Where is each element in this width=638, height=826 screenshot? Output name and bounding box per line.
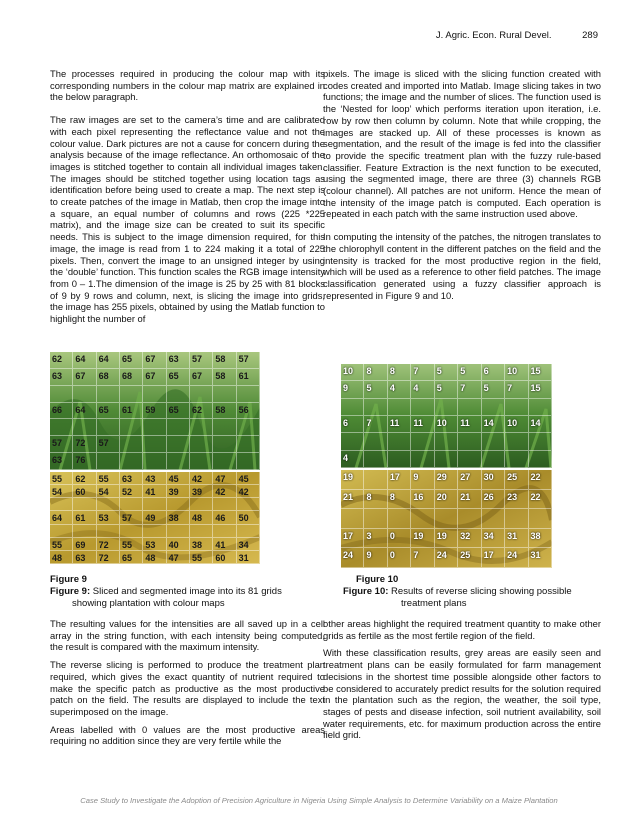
grid-cell-value: [364, 451, 387, 468]
grid-cell-value: [213, 498, 236, 511]
grid-cell-value: 23: [505, 490, 528, 510]
grid-cell-value: [167, 419, 190, 436]
grid-cell-value: 46: [213, 511, 236, 524]
grid-cell-value: 48: [50, 551, 73, 564]
grid-cell-value: 59: [143, 403, 166, 420]
grid-cell-value: 61: [73, 511, 96, 524]
grid-cell-value: 65: [167, 403, 190, 420]
grid-cell-value: 22: [529, 490, 552, 510]
paragraph: pixels. The image is sliced with the slicing function created with codes created and imported into Matlab. Image slicing takes in two functions; the image and the number of slices. The function used is the ‘Nested for loop’ which performs iteration upon iteration, i.e. row by row then column by column. Note that while cropping, the images are stacked up. All of these processes is known as segmentation, and the result of the image is fed into the classifier to provide the specific treatment plan with the fuzzy rule-based classifier. Feature Extraction is the next function to be executed, using the segmented image, there are three (3) channels RGB (colour channel). All patches are not uniform. Hence the mean of the intensity of the image patch is computed. Each operation is repeated in each patch with the same instruction used above.: [323, 68, 601, 220]
grid-cell-value: [120, 386, 143, 403]
grid-cell-value: [411, 399, 434, 416]
grid-cell-value: 55: [120, 538, 143, 551]
grid-cell-value: 64: [50, 511, 73, 524]
grid-cell-value: [529, 451, 552, 468]
grid-cell-value: [120, 419, 143, 436]
grid-cell-value: [97, 525, 120, 538]
caption-text: Sliced and segmented image into its 81 grids: [92, 586, 282, 597]
grid-cell-value: 63: [167, 352, 190, 369]
grid-cell-value: 0: [388, 529, 411, 549]
caption-text: Results of reverse slicing showing possible: [391, 586, 572, 597]
grid-cell-value: [388, 399, 411, 416]
page-number: 289: [582, 30, 598, 41]
grid-cell-value: 65: [97, 403, 120, 420]
grid-cell-value: 67: [143, 369, 166, 386]
grid-cell-value: 21: [341, 490, 364, 510]
grid-cell-value: [529, 433, 552, 450]
grid-cell-value: [364, 433, 387, 450]
grid-cell-value: 11: [411, 416, 434, 433]
paragraph: With these classification results, grey areas are easily seen and treatment plans can be easily formulated for farm management decisions in the shortest time possible alongside other factors to be considered to accurately predict results for the solution required in the plantation such as the region, the weather, the soil type, stages of pests and disease infection, soil nutrient availability, soil water requirements, etc. for maximum production across the entire field grid.: [323, 647, 601, 741]
grid-cell-value: 72: [97, 538, 120, 551]
grid-cell-value: 11: [458, 416, 481, 433]
grid-cell-value: 64: [97, 352, 120, 369]
paragraph: The raw images are set to the camera’s time and are calibrated with each pixel representing the reflectance value and not the colour value. Dark pictures are not a cause for concern during the analysis because of the image reflectance. An orthomosaic of the images is stitched together to contain all individual images taken. The images should be stitched together using location tags as identification before being used to create a map. The next step is to create patches of the image in Matlab, then crop the image into a square, an equal number of columns and rows (225 *225 matrix), and the image size can be created to suit its specific needs. This is subject to the image dimension required, for this image, the image is read from 1 to 224 making it a total of 225 pixels. Then, convert the image to an unsigned integer by using the ‘double’ function. This function scales the RGB image intensity from 0 – 1.The dimension of the image is 25 by 25 with 81 blocks of 9 by 9 rows and column, next, is slicing the image into grids, the image has 255 pixels, obtained by using the Matlab function to highlight the number of: [50, 114, 325, 325]
grid-cell-value: [97, 386, 120, 403]
grid-cell-value: [388, 509, 411, 529]
paragraph: The processes required in producing the colour map with its corresponding numbers in the colour map matrix are explained in the below paragraph.: [50, 68, 325, 103]
grid-cell-value: 39: [167, 485, 190, 498]
grid-cell-value: [458, 433, 481, 450]
grid-cell-value: 5: [435, 381, 458, 398]
grid-cell-value: [97, 498, 120, 511]
running-header: [436, 30, 598, 41]
grid-cell-value: 24: [341, 548, 364, 568]
grid-cell-value: 64: [73, 403, 96, 420]
figure-10-image: [341, 364, 552, 568]
grid-cell-value: 8: [388, 490, 411, 510]
grid-cell-value: 5: [364, 381, 387, 398]
grid-cell-value: 34: [237, 538, 260, 551]
right-column-top: [323, 68, 601, 312]
grid-cell-value: 48: [190, 511, 213, 524]
grid-cell-value: 26: [482, 490, 505, 510]
left-column-top: [50, 68, 325, 336]
grid-cell-value: 3: [364, 529, 387, 549]
grid-cell-value: [237, 436, 260, 453]
grid-cell-value: [167, 498, 190, 511]
grid-cell-value: 54: [97, 485, 120, 498]
grid-cell-value: 65: [167, 369, 190, 386]
grid-cell-value: 55: [190, 551, 213, 564]
grid-cell-value: [482, 399, 505, 416]
grid-cell-value: [529, 399, 552, 416]
grid-cell-value: 22: [529, 470, 552, 490]
grid-cell-value: 60: [73, 485, 96, 498]
grid-cell-value: 45: [167, 472, 190, 485]
grid-cell-value: 76: [73, 453, 96, 470]
grid-cell-value: 34: [482, 529, 505, 549]
grid-cell-value: 55: [50, 538, 73, 551]
grid-cell-value: 15: [529, 381, 552, 398]
grid-cell-value: 69: [73, 538, 96, 551]
grid-cell-value: 14: [482, 416, 505, 433]
grid-cell-value: [143, 498, 166, 511]
grid-cell-value: 11: [388, 416, 411, 433]
grid-cell-value: 67: [143, 352, 166, 369]
grid-cell-value: [505, 433, 528, 450]
grid-cell-value: 56: [237, 403, 260, 420]
grid-cell-value: 38: [529, 529, 552, 549]
grid-cell-value: 61: [120, 403, 143, 420]
grid-cell-value: 5: [458, 364, 481, 381]
grid-cell-value: 10: [341, 364, 364, 381]
grid-cell-value: 8: [364, 490, 387, 510]
grid-cell-value: 66: [50, 403, 73, 420]
grid-cell-value: 4: [411, 381, 434, 398]
grid-cell-value: 24: [505, 548, 528, 568]
grid-cell-value: [237, 453, 260, 470]
grid-cell-value: [120, 525, 143, 538]
grid-cell-value: [213, 419, 236, 436]
grid-cell-value: [237, 525, 260, 538]
grid-cell-value: 63: [73, 551, 96, 564]
grid-cell-value: 65: [120, 551, 143, 564]
grid-cell-value: [388, 433, 411, 450]
grid-cell-value: 48: [143, 551, 166, 564]
grid-cell-value: [73, 386, 96, 403]
grid-cell-value: [120, 498, 143, 511]
grid-cell-value: [213, 436, 236, 453]
grid-cell-value: [190, 453, 213, 470]
grid-cell-value: 14: [529, 416, 552, 433]
grid-cell-value: 9: [411, 470, 434, 490]
grid-cell-value: 41: [213, 538, 236, 551]
grid-cell-value: [435, 509, 458, 529]
figure-9-image: [50, 352, 260, 564]
grid-cell-value: 62: [190, 403, 213, 420]
grid-cell-value: 31: [505, 529, 528, 549]
grid-cell-value: 60: [213, 551, 236, 564]
grid-cell-value: [341, 399, 364, 416]
grid-cell-value: [120, 436, 143, 453]
grid-cell-value: 31: [237, 551, 260, 564]
grid-cell-value: [50, 498, 73, 511]
grid-cell-value: [505, 451, 528, 468]
grid-cell-value: [120, 453, 143, 470]
grid-cell-value: [237, 419, 260, 436]
grid-cell-value: [97, 453, 120, 470]
grid-cell-value: 10: [505, 364, 528, 381]
grid-cell-value: 4: [341, 451, 364, 468]
paragraph: In computing the intensity of the patches, the nitrogen translates to the chlorophyll content in the different patches on the field and the intensity is tracked for the most productive region in the field, which will be used as a reference to other field patches. The image classification generated using a fuzzy classifier approach is represented in Figure 9 and 10.: [323, 231, 601, 301]
grid-cell-value: 63: [120, 472, 143, 485]
grid-cell-value: [529, 509, 552, 529]
grid-cell-value: [190, 386, 213, 403]
grid-cell-value: 7: [458, 381, 481, 398]
grid-cell-value: [167, 453, 190, 470]
journal-name: J. Agric. Econ. Rural Devel.: [435, 30, 552, 41]
grid-cell-value: [167, 525, 190, 538]
grid-cell-value: 31: [529, 548, 552, 568]
grid-cell-value: 53: [143, 538, 166, 551]
grid-cell-value: 10: [435, 416, 458, 433]
left-column-bottom: [50, 618, 325, 753]
yellow-field-image: [341, 470, 552, 568]
grid-cell-value: [411, 433, 434, 450]
grid-cell-value: [143, 453, 166, 470]
grid-cell-value: 68: [97, 369, 120, 386]
grid-cell-value: [388, 451, 411, 468]
grid-cell-value: 67: [73, 369, 96, 386]
grid-cell-value: [237, 386, 260, 403]
grid-cell-value: 68: [120, 369, 143, 386]
grid-cell-value: 17: [482, 548, 505, 568]
grid-cell-value: [505, 399, 528, 416]
grid-cell-value: 7: [505, 381, 528, 398]
grid-cell-value: [73, 525, 96, 538]
grid-cell-value: [364, 470, 387, 490]
green-field-image: [341, 364, 552, 468]
grid-cell-value: 58: [213, 403, 236, 420]
grid-cell-value: [190, 525, 213, 538]
grid-cell-value: 0: [388, 548, 411, 568]
grid-cell-value: [143, 419, 166, 436]
yellow-field-image: [50, 472, 260, 564]
grid-cell-value: 17: [341, 529, 364, 549]
paragraph: other areas highlight the required treatment quantity to make other grids as fertile as the most fertile region of the field.: [323, 618, 601, 641]
grid-cell-value: 54: [50, 485, 73, 498]
grid-cell-value: [482, 509, 505, 529]
grid-cell-value: [458, 399, 481, 416]
grid-cell-value: 7: [411, 548, 434, 568]
grid-cell-value: 24: [435, 548, 458, 568]
figure-label: Figure 9: [50, 574, 87, 585]
grid-cell-value: 38: [167, 511, 190, 524]
grid-cell-value: [458, 509, 481, 529]
paragraph: The resulting values for the intensities are all saved up in a cell array in the string function, with each intensity being computed, the result is compared with the maximum intensity.: [50, 618, 325, 653]
grid-cell-value: [482, 433, 505, 450]
grid-cell-value: [213, 453, 236, 470]
grid-cell-value: 6: [482, 364, 505, 381]
grid-cell-value: 30: [482, 470, 505, 490]
grid-cell-value: 10: [505, 416, 528, 433]
grid-cell-value: 47: [167, 551, 190, 564]
grid-cell-value: 39: [190, 485, 213, 498]
grid-cell-value: 62: [73, 472, 96, 485]
grid-cell-value: [190, 419, 213, 436]
grid-cell-value: 57: [97, 436, 120, 453]
grid-cell-value: 50: [237, 511, 260, 524]
grid-cell-value: 32: [458, 529, 481, 549]
grid-cell-value: 41: [143, 485, 166, 498]
grid-cell-value: [143, 525, 166, 538]
grid-cell-value: 62: [50, 352, 73, 369]
figure-10-caption: [343, 574, 603, 610]
grid-cell-value: [213, 525, 236, 538]
grid-cell-value: 16: [411, 490, 434, 510]
grid-cell-value: 53: [97, 511, 120, 524]
grid-cell-value: 8: [388, 364, 411, 381]
grid-cell-value: 19: [341, 470, 364, 490]
grid-cell-value: 42: [237, 485, 260, 498]
grid-cell-value: 19: [411, 529, 434, 549]
grid-cell-value: 7: [411, 364, 434, 381]
grid-cell-value: 52: [120, 485, 143, 498]
grid-cell-value: 38: [190, 538, 213, 551]
grid-cell-value: 25: [458, 548, 481, 568]
grid-cell-value: 9: [364, 548, 387, 568]
grid-cell-value: [190, 436, 213, 453]
grid-cell-value: 55: [97, 472, 120, 485]
grid-cell-value: 57: [120, 511, 143, 524]
grid-cell-value: 67: [190, 369, 213, 386]
grid-cell-value: 47: [213, 472, 236, 485]
grid-cell-value: 6: [341, 416, 364, 433]
grid-cell-value: 65: [120, 352, 143, 369]
grid-cell-value: [458, 451, 481, 468]
grid-cell-value: 49: [143, 511, 166, 524]
grid-cell-value: 42: [213, 485, 236, 498]
grid-cell-value: 17: [388, 470, 411, 490]
grid-cell-value: [143, 386, 166, 403]
grid-cell-value: [364, 509, 387, 529]
right-column-bottom: [323, 618, 601, 747]
grid-cell-value: [411, 451, 434, 468]
figure-number: Figure 10:: [343, 586, 389, 597]
grid-cell-value: 9: [341, 381, 364, 398]
grid-cell-value: 7: [364, 416, 387, 433]
grid-cell-value: 58: [213, 369, 236, 386]
grid-cell-value: [50, 525, 73, 538]
grid-cell-value: 61: [237, 369, 260, 386]
grid-cell-value: [505, 509, 528, 529]
figure-9-caption: [50, 574, 320, 610]
grid-cell-value: 8: [364, 364, 387, 381]
grid-cell-value: 4: [388, 381, 411, 398]
grid-cell-value: 57: [190, 352, 213, 369]
figure-number: Figure 9:: [50, 586, 91, 597]
grid-cell-value: [167, 386, 190, 403]
grid-cell-value: [435, 451, 458, 468]
grid-cell-value: [143, 436, 166, 453]
grid-cell-value: 21: [458, 490, 481, 510]
grid-cell-value: 45: [237, 472, 260, 485]
paragraph: The reverse slicing is performed to produce the treatment plan required, which gives the exact quantity of nutrient required to make the specific patch as productive as the most productive patch on the field. The results are displayed to include the text superimposed on the image.: [50, 659, 325, 717]
grid-cell-value: 20: [435, 490, 458, 510]
grid-cell-value: 63: [50, 369, 73, 386]
grid-cell-value: [237, 498, 260, 511]
grid-cell-value: 72: [97, 551, 120, 564]
grid-cell-value: 63: [50, 453, 73, 470]
grid-cell-value: [73, 498, 96, 511]
grid-cell-value: 19: [435, 529, 458, 549]
grid-cell-value: 58: [213, 352, 236, 369]
grid-cell-value: 43: [143, 472, 166, 485]
grid-cell-value: 5: [435, 364, 458, 381]
grid-cell-value: [482, 451, 505, 468]
grid-cell-value: 5: [482, 381, 505, 398]
grid-cell-value: [167, 436, 190, 453]
grid-cell-value: 15: [529, 364, 552, 381]
green-field-image: [50, 352, 260, 470]
caption-text-continued: treatment plans: [401, 598, 467, 609]
grid-cell-value: 25: [505, 470, 528, 490]
grid-cell-value: [213, 386, 236, 403]
grid-cell-value: [341, 433, 364, 450]
caption-text-continued: showing plantation with colour maps: [72, 598, 225, 609]
grid-cell-value: 57: [237, 352, 260, 369]
grid-cell-value: [411, 509, 434, 529]
grid-cell-value: [97, 419, 120, 436]
grid-cell-value: 42: [190, 472, 213, 485]
grid-cell-value: 72: [73, 436, 96, 453]
grid-cell-value: 55: [50, 472, 73, 485]
grid-cell-value: [50, 386, 73, 403]
running-footer: Case Study to Investigate the Adoption of Precision Agriculture in Nigeria Using Simple Analysis to Determine Variability on a Maize Plantation: [80, 796, 558, 805]
grid-cell-value: 57: [50, 436, 73, 453]
paragraph: Areas labelled with 0 values are the most productive areas requiring no addition since they are very fertile while the: [50, 723, 325, 747]
grid-cell-value: [190, 498, 213, 511]
grid-cell-value: [73, 419, 96, 436]
grid-cell-value: [435, 399, 458, 416]
grid-cell-value: [50, 419, 73, 436]
grid-cell-value: [341, 509, 364, 529]
grid-cell-value: [364, 399, 387, 416]
grid-cell-value: [435, 433, 458, 450]
grid-cell-value: 27: [458, 470, 481, 490]
grid-cell-value: 64: [73, 352, 96, 369]
grid-cell-value: 40: [167, 538, 190, 551]
figure-label: Figure 10: [356, 574, 399, 585]
grid-cell-value: 29: [435, 470, 458, 490]
